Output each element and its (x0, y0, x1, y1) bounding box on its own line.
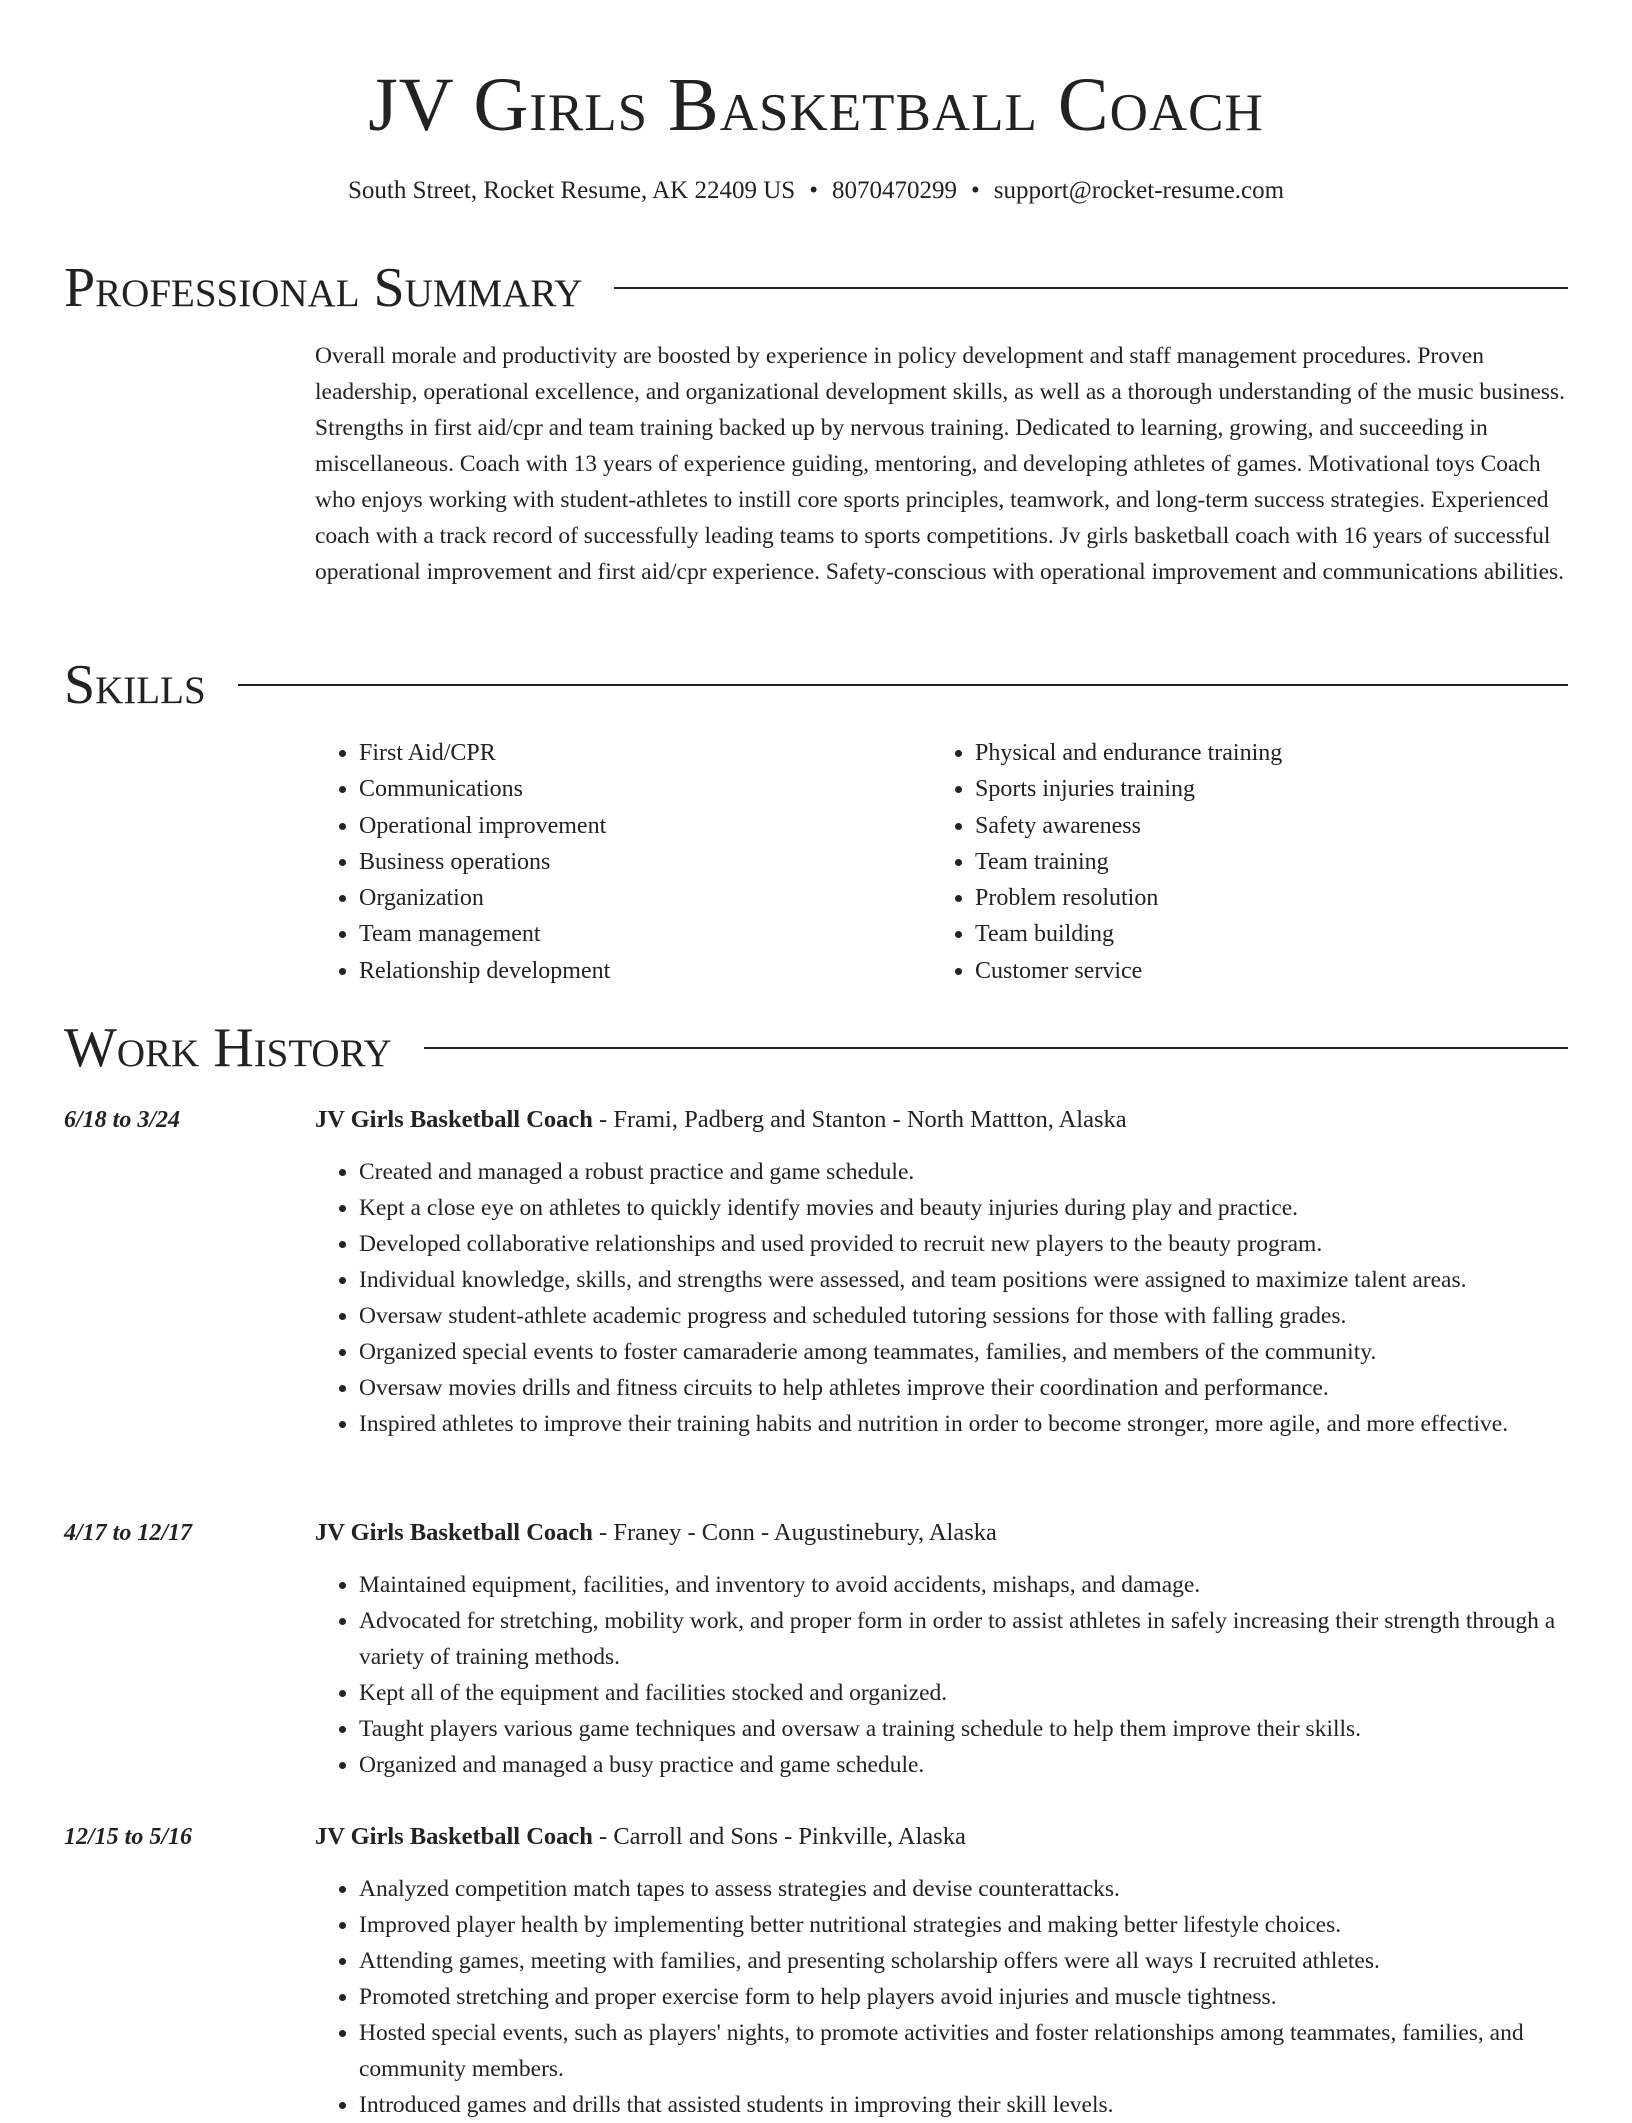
job-bullet: • Advocated for stretching, mobility work, and proper form in order to assist athletes in safely increasing their strength through a variety of training methods. (359, 1603, 1569, 1675)
job-bullet: • Promoted stretching and proper exercise form to help players avoid injuries and muscle tightness. (359, 1979, 1569, 2015)
job-bullet: • Kept a close eye on athletes to quickly identify movies and beauty injuries during play and practice. (359, 1190, 1569, 1226)
job-title: JV Girls Basketball Coach (315, 1823, 593, 1850)
job-title-line (315, 1102, 1127, 1138)
skill-item: • First Aid/CPR (359, 735, 610, 771)
skill-item: • Team training (975, 844, 1282, 880)
job-bullets (315, 1154, 1569, 1442)
contact-address: South Street, Rocket Resume, AK 22409 US (347, 177, 796, 204)
job-dates: 12/15 to 5/16 (64, 1824, 193, 1850)
job-bullet: • Introduced games and drills that assisted students in improving their skill levels. (359, 2087, 1569, 2123)
job-bullet: • Individual knowledge, skills, and strengths were assessed, and team positions were assigned to maximize talent areas. (359, 1262, 1569, 1298)
skill-item: • Business operations (359, 844, 610, 880)
skill-item: • Team building (975, 916, 1282, 952)
skills-section-header (64, 653, 1568, 717)
section-divider (424, 1047, 1568, 1049)
job-employer: - Franey - Conn - Augustinebury, Alaska (592, 1519, 997, 1546)
skill-item: • Relationship development (359, 953, 610, 989)
skill-item: • Operational improvement (359, 808, 610, 844)
job-bullet: • Organized and managed a busy practice and game schedule. (359, 1747, 1569, 1783)
skills-list-right (931, 735, 1282, 989)
job-bullet: • Maintained equipment, facilities, and inventory to avoid accidents, mishaps, and damage. (359, 1567, 1569, 1603)
job-bullet: • Created and managed a robust practice and game schedule. (359, 1154, 1569, 1190)
skill-item: • Communications (359, 771, 610, 807)
job-bullet: • Developed collaborative relationships and used provided to recruit new players to the beauty program. (359, 1226, 1569, 1262)
job-title: JV Girls Basketball Coach (315, 1519, 593, 1546)
skill-item: • Sports injuries training (975, 771, 1282, 807)
job-bullet: • Oversaw student-athlete academic progress and scheduled tutoring sessions for those with falling grades. (359, 1298, 1569, 1334)
job-bullet: • Kept all of the equipment and facilities stocked and organized. (359, 1675, 1569, 1711)
job-bullet: • Attending games, meeting with families, and presenting scholarship offers were all ways I recruited athletes. (359, 1943, 1569, 1979)
skill-item: • Problem resolution (975, 880, 1282, 916)
work-heading: Work History (64, 1017, 392, 1079)
contact-separator: • (809, 177, 818, 204)
job-employer: - Carroll and Sons - Pinkville, Alaska (592, 1823, 966, 1850)
section-divider (238, 684, 1568, 686)
section-divider (614, 287, 1568, 289)
job-title-line (315, 1819, 966, 1855)
job-dates: 6/18 to 3/24 (64, 1107, 181, 1133)
job-bullet: • Oversaw movies drills and fitness circuits to help athletes improve their coordination and performance. (359, 1370, 1569, 1406)
contact-email: support@rocket-resume.com (993, 177, 1285, 204)
skill-item: • Physical and endurance training (975, 735, 1282, 771)
job-bullets (315, 1567, 1569, 1783)
job-bullet: • Improved player health by implementing better nutritional strategies and making better lifestyle choices. (359, 1907, 1569, 1943)
contact-line (0, 173, 1632, 209)
summary-heading: Professional Summary (64, 257, 583, 319)
work-section-header (64, 1016, 1568, 1080)
skill-item: • Safety awareness (975, 808, 1282, 844)
job-bullet: • Hosted special events, such as players' nights, to promote activities and foster relationships among teammates, families, and community members. (359, 2015, 1569, 2087)
resume-name: JV Girls Basketball Coach (368, 63, 1264, 147)
skill-item: • Team management (359, 916, 610, 952)
job-dates: 4/17 to 12/17 (64, 1520, 193, 1546)
contact-phone: 8070470299 (831, 177, 957, 204)
skills-list-left (315, 735, 610, 989)
skills-heading: Skills (64, 654, 206, 716)
contact-separator: • (970, 177, 980, 204)
summary-section-header (64, 256, 1568, 320)
skill-item: • Organization (359, 880, 610, 916)
skill-item: • Customer service (975, 953, 1282, 989)
job-bullet: • Analyzed competition match tapes to assess strategies and devise counterattacks. (359, 1871, 1569, 1907)
job-title-line (315, 1515, 997, 1551)
job-title: JV Girls Basketball Coach (315, 1106, 593, 1133)
job-bullet: • Inspired athletes to improve their training habits and nutrition in order to become stronger, more agile, and more effective. (359, 1406, 1569, 1442)
job-bullets (315, 1871, 1569, 2123)
job-employer: - Frami, Padberg and Stanton - North Mattton, Alaska (592, 1106, 1127, 1133)
job-bullet: • Organized special events to foster camaraderie among teammates, families, and members of the community. (359, 1334, 1569, 1370)
summary-text: Overall morale and productivity are boosted by experience in policy development and staff management procedures. Proven leadership, operational excellence, and organizational development skills, as well as a thorough understanding of the music business. Strengths in first aid/cpr and team training backed up by nervous training. Dedicated to learning, growing, and succeeding in miscellaneous. Coach with 13 years of experience guiding, mentoring, and developing athletes of games. Motivational toys Coach who enjoys working with student-athletes to instill core sports principles, teamwork, and long-term success strategies. Experienced coach with a track record of successfully leading teams to sports competitions. Jv girls basketball coach with 16 years of successful operational improvement and first aid/cpr experience. Safety-conscious with operational improvement and communications abilities. (315, 343, 1565, 585)
job-bullet: • Taught players various game techniques and oversaw a training schedule to help them improve their skills. (359, 1711, 1569, 1747)
